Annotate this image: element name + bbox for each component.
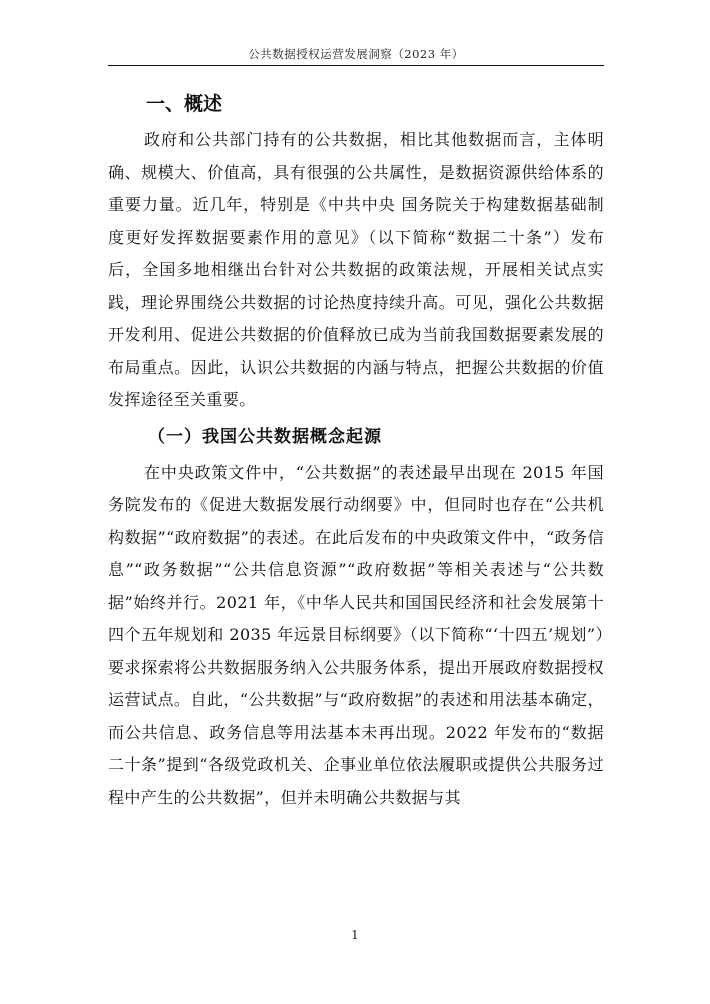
header-divider <box>108 65 604 66</box>
overview-paragraph: 政府和公共部门持有的公共数据，相比其他数据而言，主体明确、规模大、价值高，具有很强的公共属性，是数据资源供给体系的重要力量。近几年，特别是《中共中央 国务院关于构建数据基础制度更好发挥数据要素作用的意见》（以下简称“数据二十条”）发布后，全国多地相继出台针对公共数据的政策法规，开展相关试点实践，理论界围绕公共数据的讨论热度持续升高。可见，强化公共数据开发利用、促进公共数据的价值释放已成为当前我国数据要素发展的布局重点。因此，认识公共数据的内涵与特点，把握公共数据的价值发挥途径至关重要。 <box>108 130 604 409</box>
origin-paragraph: 在中央政策文件中，“公共数据”的表述最早出现在 2015 年国务院发布的《促进大数据发展行动纲要》中，但同时也存在“公共机构数据”“政府数据”的表述。在此后发布的中央政策文件中，“政务信息”“政务数据”“公共信息资源”“政府数据”等相关表述与“公共数据”始终并行。2021 年，《中华人民共和国国民经济和社会发展第十四个五年规划和 2035 年远景目标纲要》（以下简称“‘十四五’规划”）要求探索将公共数据服务纳入公共服务体系，提出开展政府数据授权运营试点。自此，“公共数据”与“政府数据”的表述和用法基本确定，而公共信息、政务信息等用法基本未再出现。2022 年发布的“数据二十条”提到“各级党政机关、企事业单位依法履职或提供公共服务过程中产生的公共数据”，但并未明确公共数据与其 <box>108 462 604 807</box>
document-body <box>108 84 604 814</box>
page-number: 1 <box>351 928 359 942</box>
section-heading: 一、概述 <box>146 93 223 115</box>
running-header: 公共数据授权运营发展洞察（2023 年） <box>248 47 464 61</box>
subsection-heading: （一）我国公共数据概念起源 <box>148 426 382 447</box>
